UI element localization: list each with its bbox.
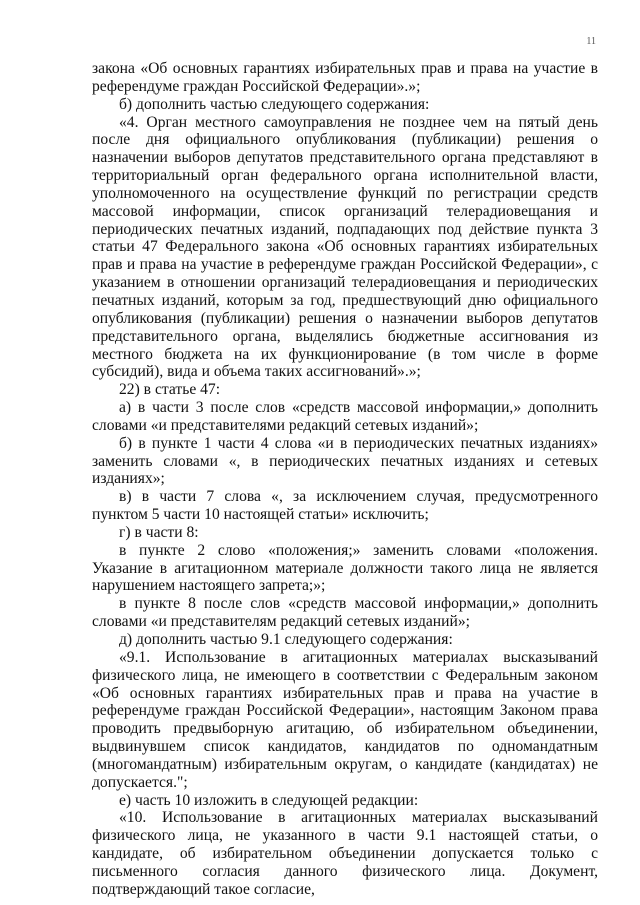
paragraph: в пункте 8 после слов «средств массовой информации,» дополнить словами «и представителям редакций сетевых изданий»; <box>92 595 598 631</box>
paragraph: д) дополнить частью 9.1 следующего содержания: <box>119 631 453 648</box>
page-number: 11 <box>586 36 596 47</box>
paragraph: б) дополнить частью следующего содержания: <box>119 95 430 113</box>
paragraph: б) в пункте 1 части 4 слова «и в периодических печатных изданиях» заменить словами «, в периодических печатных изданиях и сетевых изданиях»; <box>92 434 598 488</box>
paragraph: в) в части 7 слова «, за исключением случая, предусмотренного пунктом 5 части 10 настоящей статьи» исключить; <box>92 488 598 524</box>
paragraph: 22) в статье 47: <box>119 381 221 399</box>
paragraph: закона «Об основных гарантиях избирательных прав и права на участие в референдуме граждан Российской Федерации».»; <box>92 60 598 95</box>
paragraph: «9.1. Использование в агитационных материалах высказываний физического лица, не имеющего в соответствии с Федеральным законом «Об основных гарантиях избирательных прав и права на участие в референдуме граждан Российской Федерации», настоящим Законом права проводить предвыборную агитацию, об избирательном объединении, выдвинувшем список кандидатов, кандидатов по одномандатным (многомандатным) избирательным округам, о кандидате (кандидатах) не допускается."; <box>92 648 598 791</box>
paragraph: в пункте 2 слово «положения;» заменить словами «положения. Указание в агитационном материале должности такого лица не является нарушением настоящего запрета;»; <box>92 541 598 595</box>
paragraph: «4. Орган местного самоуправления не позднее чем на пятый день после дня официального опубликования (публикации) решения о назначении выборов депутатов представительного органа представляют в территориальный орган федерального органа исполнительной власти, уполномоченного на осуществление функций по регистрации средств массовой информации, список организаций телерадиовещания и периодических печатных изданий, подпадающих под действие пункта 3 статьи 47 Федерального закона «Об основных гарантиях избирательных прав и права на участие в референдуме граждан Российской Федерации», с указанием в отношении организаций телерадиовещания и периодических печатных изданий, которым за год, предшествующий дню официального опубликования (публикации) решения о назначении выборов депутатов представительного органа, выделялись бюджетные ассигнования из местного бюджета на их функционирование (в том числе в форме субсидий), вида и объема таких ассигнований».»; <box>92 113 598 381</box>
paragraph: г) в части 8: <box>119 523 199 541</box>
paragraph: а) в части 3 после слов «средств массовой информации,» дополнить словами «и представителями редакций сетевых изданий»; <box>92 399 598 434</box>
paragraph: е) часть 10 изложить в следующей редакции: <box>119 791 419 809</box>
paragraph: «10. Использование в агитационных материалах высказываний физического лица, не указанного в части 9.1 настоящей статьи, о кандидате, об избирательном объединении допускается только с письменного согласия данного физического лица. Документ, подтверждающий такое согласие, <box>92 809 598 898</box>
document-body <box>92 60 598 899</box>
